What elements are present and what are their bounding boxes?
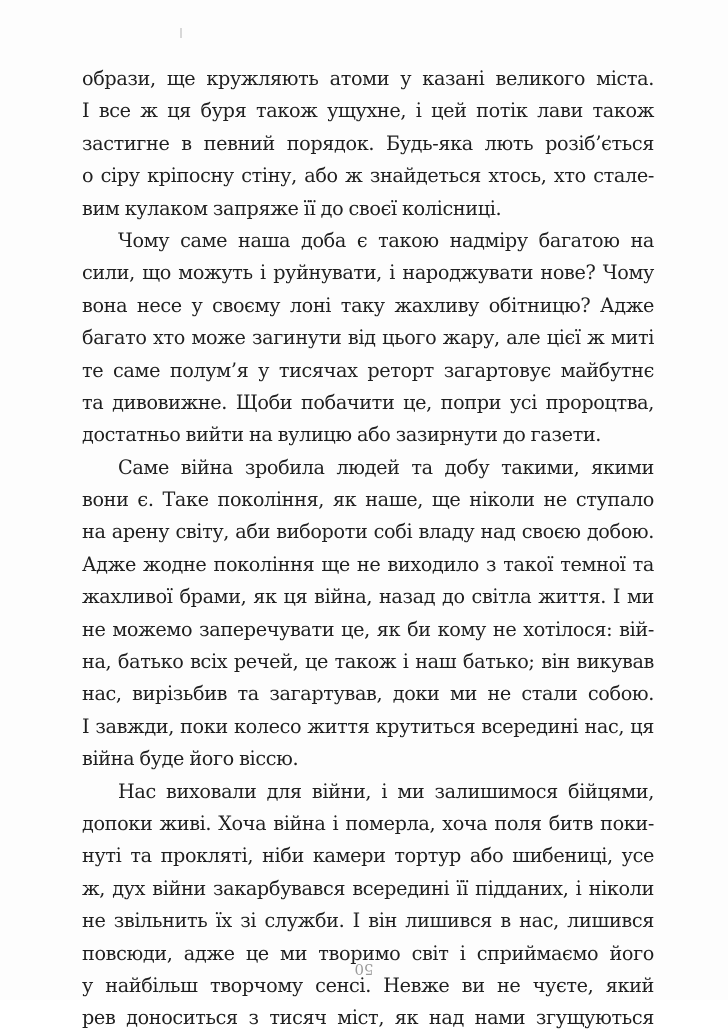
- text-line: ж, дух війни закарбувався всередині її підданих, і ніколи: [82, 876, 654, 900]
- text-line: війна буде його віссю.: [82, 747, 299, 771]
- text-line: те саме полум’я у тисячах реторт загартовує майбутнє: [82, 358, 654, 382]
- paragraph-2: [82, 225, 654, 452]
- text-line: жахливої брами, як ця війна, назад до світла життя. І ми: [82, 585, 654, 609]
- text-line: І завжди, поки колесо життя крутиться всередині нас, ця: [82, 714, 654, 738]
- text-line: сили, що можуть і руйнувати, і народжувати нове? Чому: [82, 261, 654, 285]
- paragraph-1: [82, 63, 654, 225]
- text-line: вони є. Таке покоління, як наше, ще ніколи не ступало: [82, 488, 654, 512]
- text-line: не можемо заперечувати це, як би кому не хотілося: вій-: [82, 617, 654, 641]
- text-line: повсюди, адже це ми творимо світ і сприймаємо його: [82, 941, 654, 965]
- paragraph-4: [82, 776, 654, 1035]
- text-line: вим кулаком запряже її до своєї колісниці.: [82, 196, 502, 220]
- text-line: та дивовижне. Щоби побачити це, попри усі пророцтва,: [82, 390, 654, 414]
- text-line: на арену світу, аби вибороти собі владу над своєю добою.: [82, 520, 654, 544]
- text-line: у найбільш творчому сенсі. Невже ви не чуєте, який: [82, 973, 654, 997]
- text-line: нас, вирізьбив та загартував, доки ми не стали собою.: [82, 682, 654, 706]
- text-line: рев доноситься з тисяч міст, як над нами згущуються: [82, 1006, 654, 1030]
- text-line: не звільнить їх зі служби. І він лишився в нас, лишився: [82, 909, 654, 933]
- text-line: вона несе у своєму лоні таку жахливу обітницю? Адже: [82, 293, 654, 317]
- text-line: Чому саме наша доба є такою надміру багатою на: [118, 228, 654, 252]
- scan-speck: [180, 28, 182, 38]
- text-line: достатньо вийти на вулицю або зазирнути до газети.: [82, 423, 602, 447]
- text-line: образи, ще кружляють атоми у казані великого міста.: [82, 67, 654, 90]
- body-text: [82, 63, 654, 1035]
- paragraph-3: [82, 452, 654, 776]
- text-line: Саме війна зробила людей та добу такими, якими: [118, 455, 654, 479]
- text-line: Нас виховали для війни, і ми залишимося бійцями,: [118, 779, 654, 803]
- text-line: о сіру кріпосну стіну, або ж знайдеться хтось, хто стале-: [82, 164, 654, 188]
- text-line: на, батько всіх речей, це також і наш батько; він викував: [82, 650, 654, 674]
- page-number: 50: [354, 960, 374, 978]
- text-line: Адже жодне покоління ще не виходило з такої темної та: [82, 552, 654, 576]
- text-line: нуті та прокляті, ніби камери тортур або шибениці, усе: [82, 844, 654, 868]
- text-line: застигне в певний порядок. Будь-яка лють розіб’ється: [82, 131, 654, 155]
- text-line: І все ж ця буря також ущухне, і цей потік лави також: [82, 99, 654, 123]
- text-line: допоки живі. Хоча війна і померла, хоча поля битв поки-: [82, 811, 654, 835]
- text-line: багато хто може загинути від цього жару, але цієї ж миті: [82, 326, 654, 350]
